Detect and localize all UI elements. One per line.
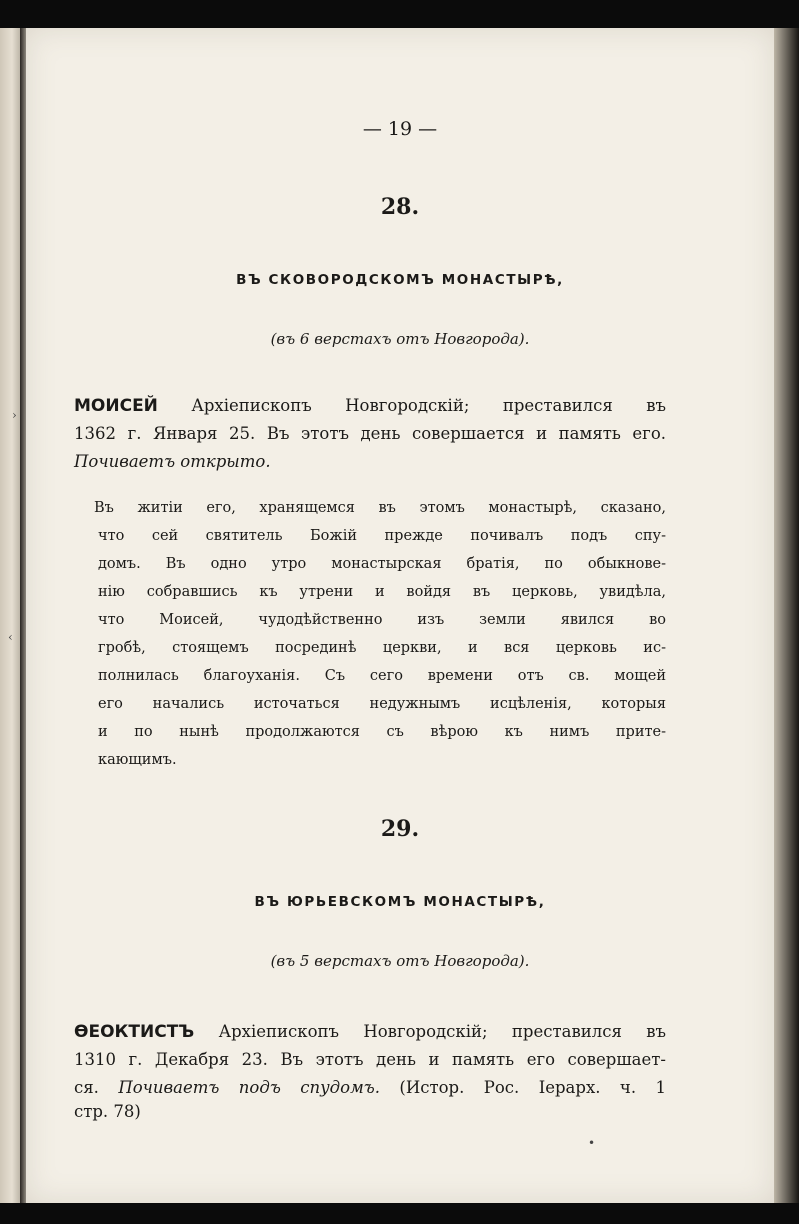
life-text-line: что Моисей, чудодѣйственно изъ земли явился во — [98, 612, 666, 628]
entry-place-heading: ВЪ СКОВОРОДСКОМЪ МОНАСТЫРѢ, — [236, 272, 564, 288]
saint-name: ѲЕОКТИСТЪ — [74, 1022, 195, 1042]
margin-mark: ‹ — [8, 630, 13, 644]
life-text-line: полнилась благоуханія. Съ сего времени отъ св. мощей — [98, 668, 666, 684]
life-text-line: Въ житіи его, хранящемся въ этомъ монастырѣ, сказано, — [94, 500, 666, 516]
entry-distance: (въ 5 верстахъ отъ Новгорода). — [270, 952, 530, 970]
book-page — [8, 28, 774, 1203]
entry-distance: (въ 6 верстахъ отъ Новгорода). — [270, 330, 530, 348]
entry-text-line: 1310 г. Декабря 23. Въ этотъ день и память его совершает- — [74, 1050, 666, 1069]
margin-mark: › — [12, 408, 17, 422]
saint-name: МОИСЕЙ — [74, 396, 158, 416]
entry-number: 29. — [380, 816, 420, 842]
facing-page-edge — [0, 28, 20, 1203]
life-text-line: домъ. Въ одно утро монастырская братія, по обыкнове- — [98, 556, 666, 572]
life-text-line: кающимъ. — [98, 752, 177, 768]
page-edge-shadow — [774, 28, 799, 1203]
entry-place-heading: ВЪ ЮРЬЕВСКОМЪ МОНАСТЫРѢ, — [254, 894, 546, 910]
ink-speck: • — [588, 1136, 596, 1150]
life-text-line: нію собравшись къ утрени и войдя въ церковь, увидѣла, — [98, 584, 666, 600]
life-text-line: и по нынѣ продолжаются съ вѣрою къ нимъ прите- — [98, 724, 666, 740]
entry-text-line: 1362 г. Января 25. Въ этотъ день совершается и память его. — [74, 424, 666, 443]
entry-text-line: стр. 78) — [74, 1102, 141, 1121]
entry-text-line: ся. Почиваетъ подъ спудомъ. (Истор. Рос. Іерарх. ч. 1 — [74, 1078, 666, 1097]
entry-text-line: Почиваетъ открыто. — [74, 452, 271, 471]
life-text-line: гробѣ, стоящемъ посрединѣ церкви, и вся церковь ис- — [98, 640, 666, 656]
page-number: — 19 — — [362, 118, 438, 140]
entry-text-line: ѲЕОКТИСТЪ Архіепископъ Новгородскій; преставился въ — [74, 1022, 666, 1042]
entry-text-line: МОИСЕЙ Архіепископъ Новгородскій; преставился въ — [74, 396, 666, 416]
life-text-line: что сей святитель Божій прежде почивалъ подъ спу- — [98, 528, 666, 544]
entry-number: 28. — [380, 194, 420, 220]
life-text-line: его начались источаться недужнымъ исцѣленія, которыя — [98, 696, 666, 712]
